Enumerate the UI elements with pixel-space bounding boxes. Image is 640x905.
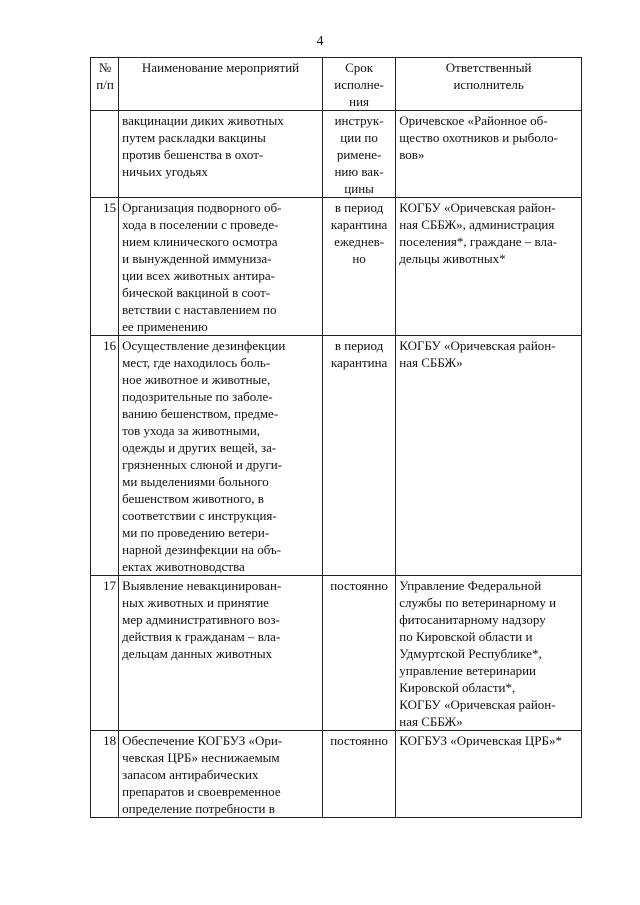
measures-table (90, 57, 582, 818)
table-row (91, 336, 582, 576)
row-term: инструк- ции по римене- нию вак- цины (322, 111, 395, 198)
row-num: 16 (91, 336, 119, 576)
row-term: постоянно (322, 576, 395, 731)
row-term: в период карантина (322, 336, 395, 576)
row-term: в период карантина ежеднев- но (322, 198, 395, 336)
row-num: 15 (91, 198, 119, 336)
row-responsible: КОГБУЗ «Оричевская ЦРБ»* (396, 731, 582, 818)
row-name: Выявление невакцинирован- ных животных и принятие мер административного воз- действия к гражданам – вла- дельцам данных животных (119, 576, 323, 731)
table-row (91, 576, 582, 731)
row-name: вакцинации диких животных путем раскладки вакцины против бешенства в охот- ничьих угодьях (119, 111, 323, 198)
header-name: Наименование мероприятий (119, 58, 323, 111)
row-num: 18 (91, 731, 119, 818)
header-term: Срок исполне- ния (322, 58, 395, 111)
table-row (91, 111, 582, 198)
header-num: № п/п (91, 58, 119, 111)
row-responsible: КОГБУ «Оричевская район- ная СББЖ» (396, 336, 582, 576)
row-term: постоянно (322, 731, 395, 818)
header-responsible: Ответственный исполнитель (396, 58, 582, 111)
row-responsible: КОГБУ «Оричевская район- ная СББЖ», администрация поселения*, граждане – вла- дельцы животных* (396, 198, 582, 336)
page-number: 4 (316, 34, 324, 49)
row-num (91, 111, 119, 198)
row-responsible: Оричевское «Районное об- щество охотников и рыболо- вов» (396, 111, 582, 198)
table-row (91, 731, 582, 818)
row-name: Организация подворного об- хода в поселении с проведе- нием клинического осмотра и вынужденной иммуниза- ции всех животных антира- бической вакциной в соот- ветствии с наставлением по ее применению (119, 198, 323, 336)
row-responsible: Управление Федеральной службы по ветеринарному и фитосанитарному надзору по Кировской области и Удмуртской Республике*, управление ветеринарии Кировской области*, КОГБУ «Оричевская район- ная СББЖ» (396, 576, 582, 731)
table-row (91, 198, 582, 336)
row-name: Обеспечение КОГБУЗ «Ори- чевская ЦРБ» неснижаемым запасом антирабических препаратов и своевременное определение потребности в (119, 731, 323, 818)
row-num: 17 (91, 576, 119, 731)
table-header-row (91, 58, 582, 111)
row-name: Осуществление дезинфекции мест, где находилось боль- ное животное и животные, подозрительные по заболе- ванию бешенством, предме- тов ухода за животными, одежды и других вещей, за- грязненных слюной и други- ми выделениями больного бешенством животного, в соответствии с инструкция- ми по проведению ветери- нарной дезинфекции на объ- ектах животноводства (119, 336, 323, 576)
